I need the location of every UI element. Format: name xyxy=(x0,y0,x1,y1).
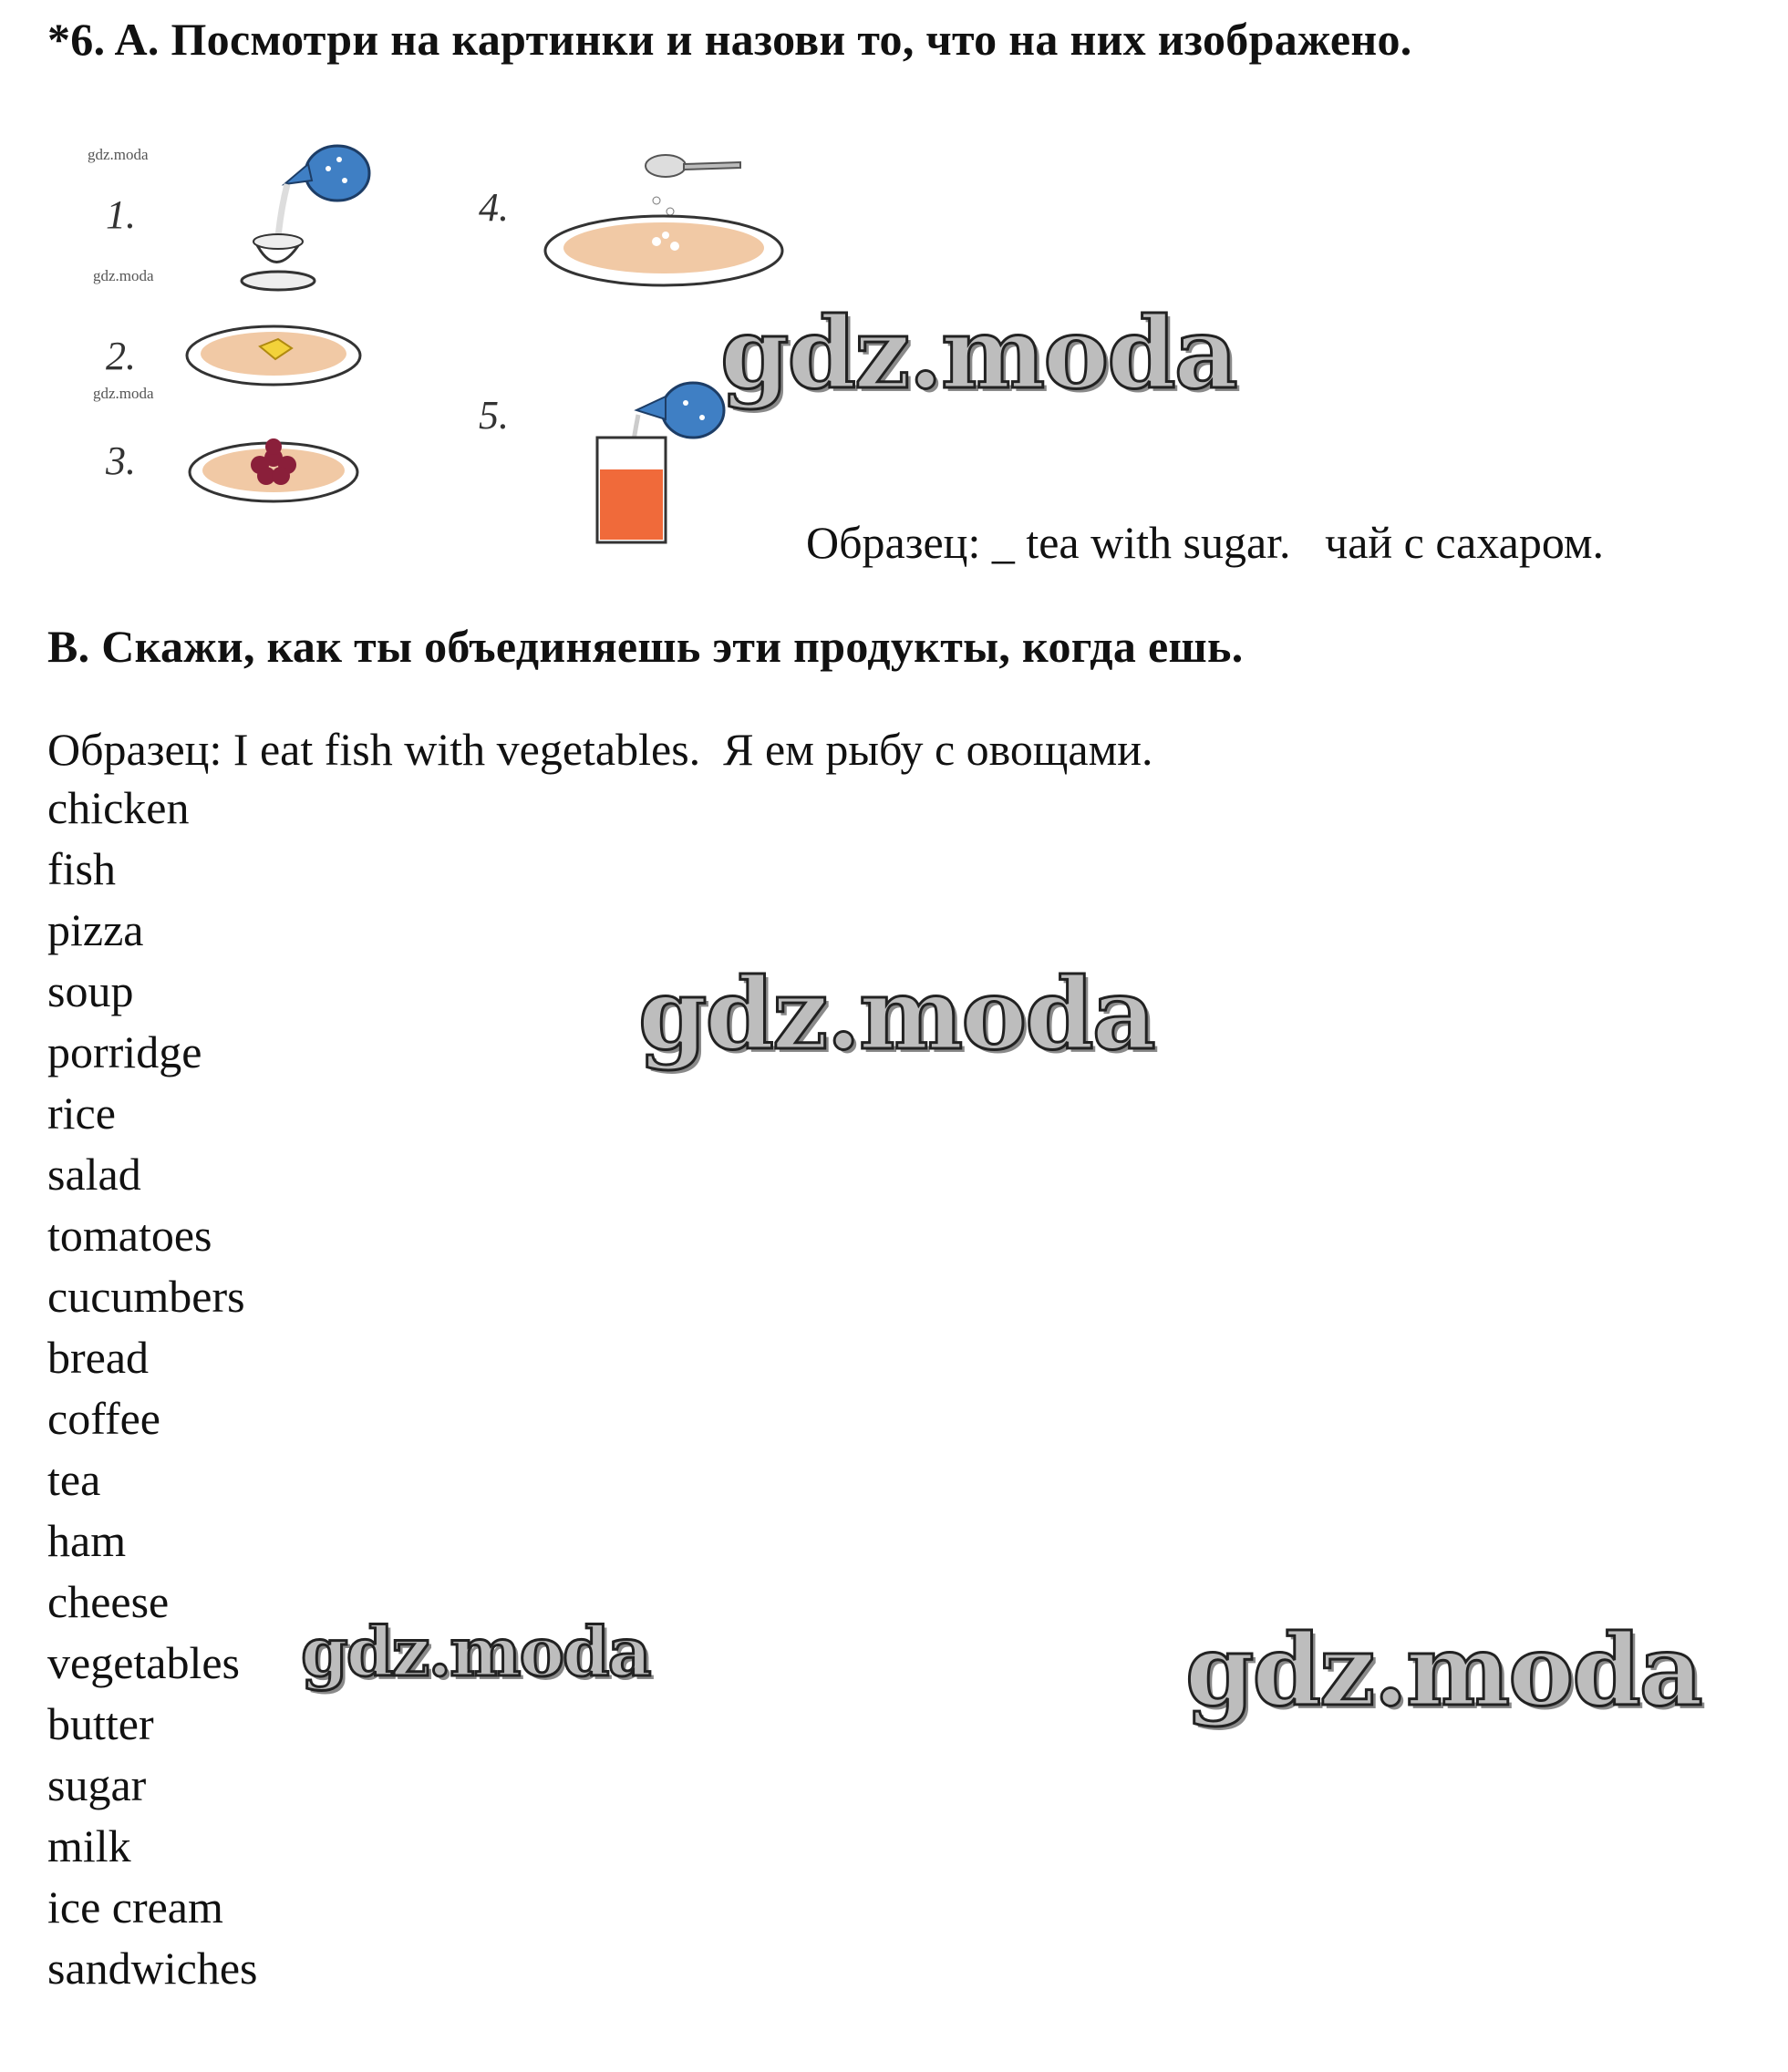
figure-number-4: 4. xyxy=(479,185,509,230)
porridge-with-berries-icon xyxy=(190,438,357,501)
exercise-b-heading: B. Скажи, как ты объединяешь эти продукты, когда ешь. xyxy=(47,621,1244,672)
list-item: ham xyxy=(47,1515,127,1566)
watermark: gdz.moda xyxy=(720,296,1236,411)
list-item: sugar xyxy=(47,1759,147,1810)
list-item: tea xyxy=(47,1454,101,1505)
exercise-a-sample: Образец: _ tea with sugar. чай с сахаром. xyxy=(806,517,1605,568)
list-item: chicken xyxy=(47,782,190,833)
watermark: gdz.moda xyxy=(301,1613,650,1692)
list-item: soup xyxy=(47,965,134,1016)
list-item: cucumbers xyxy=(47,1271,245,1322)
figure-number-5: 5. xyxy=(479,393,509,438)
list-item: pizza xyxy=(47,904,144,955)
list-item: ice cream xyxy=(47,1881,223,1933)
exercise-b-sample: Образец: I eat fish with vegetables. Я ем рыбу с овощами. xyxy=(47,724,1153,775)
list-item: fish xyxy=(47,843,116,894)
list-item: cheese xyxy=(47,1576,170,1627)
illustrations-svg xyxy=(73,137,802,565)
figure-number-2: 2. xyxy=(106,334,136,378)
watermark: gdz.moda xyxy=(1185,1613,1701,1728)
list-item: rice xyxy=(47,1088,116,1139)
list-item: vegetables xyxy=(47,1637,241,1688)
small-watermark: gdz.moda xyxy=(88,146,149,163)
list-item: sandwiches xyxy=(47,1943,258,1994)
food-illustrations xyxy=(73,137,802,565)
list-item: milk xyxy=(47,1820,131,1871)
list-item: bread xyxy=(47,1332,150,1383)
juice-jug-and-glass-icon xyxy=(597,383,724,542)
exercise-a-heading: *6. A. Посмотри на картинки и назови то, что на них изображено. xyxy=(47,14,1412,65)
porridge-with-sugar-icon xyxy=(545,155,782,285)
list-item: coffee xyxy=(47,1393,160,1444)
food-word-list xyxy=(47,778,258,1999)
porridge-with-butter-icon xyxy=(187,326,360,385)
milk-jug-and-cup-icon xyxy=(242,146,369,290)
list-item: butter xyxy=(47,1698,154,1749)
small-watermark: gdz.moda xyxy=(93,267,154,284)
list-item: tomatoes xyxy=(47,1210,212,1261)
watermark: gdz.moda xyxy=(638,957,1154,1072)
small-watermark: gdz.moda xyxy=(93,385,154,402)
figure-number-3: 3. xyxy=(106,438,136,483)
figure-number-1: 1. xyxy=(106,192,136,237)
list-item: salad xyxy=(47,1149,141,1200)
list-item: porridge xyxy=(47,1026,202,1077)
